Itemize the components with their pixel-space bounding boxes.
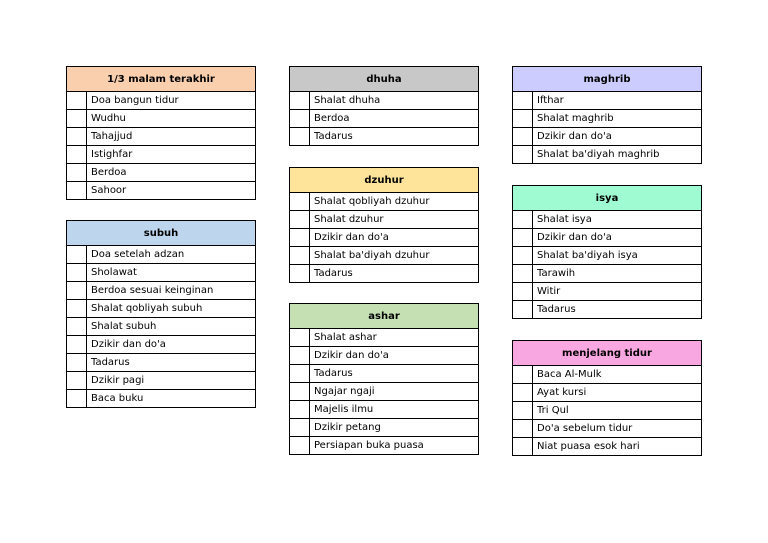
activity-label: Dzikir dan do'a — [537, 131, 612, 142]
checkbox-cell[interactable] — [513, 384, 533, 401]
activity-label: Tadarus — [537, 304, 576, 315]
activity-label: Ifthar — [537, 95, 564, 106]
checklist-row — [289, 419, 479, 437]
checklist-row — [289, 265, 479, 283]
checklist-row — [289, 92, 479, 110]
checklist-row — [289, 193, 479, 211]
checkbox-cell[interactable] — [290, 229, 310, 246]
checklist-block — [289, 303, 479, 455]
checkbox-cell[interactable] — [513, 146, 533, 163]
checkbox-cell[interactable] — [290, 211, 310, 228]
activity-label: Shalat qobliyah dzuhur — [314, 196, 430, 207]
checklist-row — [289, 110, 479, 128]
checkbox-cell[interactable] — [67, 164, 87, 181]
checklist-row — [512, 283, 702, 301]
checkbox-cell[interactable] — [67, 146, 87, 163]
checkbox-cell[interactable] — [67, 390, 87, 407]
checklist-row — [66, 390, 256, 408]
activity-label: Witir — [537, 286, 561, 297]
checkbox-cell[interactable] — [513, 128, 533, 145]
activity-label: Doa setelah adzan — [91, 249, 185, 260]
checklist-row — [512, 384, 702, 402]
activity-label: Dzikir dan do'a — [537, 232, 612, 243]
checklist-block — [289, 66, 479, 146]
activity-label: Dzikir petang — [314, 422, 381, 433]
checkbox-cell[interactable] — [67, 318, 87, 335]
checklist-row — [66, 92, 256, 110]
activity-label: Shalat maghrib — [537, 113, 614, 124]
activity-label: Dzikir pagi — [91, 375, 145, 386]
checklist-row — [512, 438, 702, 456]
activity-label: Shalat qobliyah subuh — [91, 303, 203, 314]
checkbox-cell[interactable] — [67, 246, 87, 263]
checkbox-cell[interactable] — [290, 401, 310, 418]
activity-label: Baca buku — [91, 393, 144, 404]
block-title: subuh — [66, 220, 256, 246]
checkbox-cell[interactable] — [290, 193, 310, 210]
checkbox-cell[interactable] — [67, 354, 87, 371]
activity-label: Tarawih — [537, 268, 576, 279]
checklist-row — [512, 247, 702, 265]
block-title: dzuhur — [289, 167, 479, 193]
checklist-row — [289, 329, 479, 347]
checkbox-cell[interactable] — [513, 438, 533, 455]
checklist-row — [512, 366, 702, 384]
block-title: ashar — [289, 303, 479, 329]
activity-label: Wudhu — [91, 113, 126, 124]
checkbox-cell[interactable] — [290, 437, 310, 454]
checkbox-cell[interactable] — [513, 420, 533, 437]
checkbox-cell[interactable] — [67, 282, 87, 299]
activity-label: Dzikir dan do'a — [91, 339, 166, 350]
checklist-row — [66, 372, 256, 390]
checklist-row — [512, 229, 702, 247]
activity-label: Do'a sebelum tidur — [537, 423, 633, 434]
activity-label: Shalat isya — [537, 214, 592, 225]
activity-label: Tri Qul — [537, 405, 569, 416]
checklist-row — [66, 336, 256, 354]
checkbox-cell[interactable] — [67, 92, 87, 109]
checkbox-cell[interactable] — [67, 110, 87, 127]
checkbox-cell[interactable] — [290, 347, 310, 364]
checklist-row — [512, 301, 702, 319]
checklist-row — [66, 164, 256, 182]
checkbox-cell[interactable] — [513, 301, 533, 318]
checklist-row — [512, 128, 702, 146]
block-title: maghrib — [512, 66, 702, 92]
activity-label: Istighfar — [91, 149, 133, 160]
activity-label: Dzikir dan do'a — [314, 350, 389, 361]
activity-label: Shalat dhuha — [314, 95, 381, 106]
activity-label: Shalat dzuhur — [314, 214, 384, 225]
checkbox-cell[interactable] — [67, 372, 87, 389]
activity-label: Tadarus — [314, 368, 353, 379]
checklist-row — [66, 300, 256, 318]
checkbox-cell[interactable] — [290, 110, 310, 127]
block-title: 1/3 malam terakhir — [66, 66, 256, 92]
checkbox-cell[interactable] — [290, 383, 310, 400]
checkbox-cell[interactable] — [290, 265, 310, 282]
activity-label: Sahoor — [91, 185, 127, 196]
checklist-row — [289, 247, 479, 265]
activity-label: Niat puasa esok hari — [537, 441, 640, 452]
checkbox-cell[interactable] — [513, 211, 533, 228]
activity-label: Tadarus — [91, 357, 130, 368]
checklist-row — [289, 365, 479, 383]
block-title: isya — [512, 185, 702, 211]
checklist-row — [289, 128, 479, 146]
checkbox-cell[interactable] — [67, 182, 87, 199]
activity-label: Persiapan buka puasa — [314, 440, 424, 451]
activity-label: Baca Al-Mulk — [537, 369, 602, 380]
checklist-row — [66, 146, 256, 164]
checklist-row — [66, 182, 256, 200]
checklist-row — [512, 265, 702, 283]
checklist-block — [66, 220, 256, 408]
checklist-row — [66, 128, 256, 146]
checkbox-cell[interactable] — [290, 128, 310, 145]
activity-label: Sholawat — [91, 267, 137, 278]
block-title: menjelang tidur — [512, 340, 702, 366]
checklist-row — [512, 402, 702, 420]
checkbox-cell[interactable] — [290, 247, 310, 264]
checkbox-cell[interactable] — [67, 336, 87, 353]
activity-label: Berdoa sesuai keinginan — [91, 285, 214, 296]
checkbox-cell[interactable] — [290, 329, 310, 346]
activity-label: Shalat ashar — [314, 332, 377, 343]
activity-label: Tahajjud — [91, 131, 133, 142]
checkbox-cell[interactable] — [67, 128, 87, 145]
activity-label: Shalat ba'diyah dzuhur — [314, 250, 430, 261]
activity-label: Majelis ilmu — [314, 404, 374, 415]
activity-label: Berdoa — [91, 167, 127, 178]
activity-label: Shalat subuh — [91, 321, 157, 332]
activity-label: Ayat kursi — [537, 387, 587, 398]
checklist-row — [66, 264, 256, 282]
checklist-row — [66, 354, 256, 372]
checklist-row — [512, 110, 702, 128]
checklist-block — [512, 185, 702, 319]
checklist-block — [289, 167, 479, 283]
activity-label: Shalat ba'diyah isya — [537, 250, 638, 261]
checkbox-cell[interactable] — [513, 283, 533, 300]
checkbox-cell[interactable] — [513, 366, 533, 383]
checkbox-cell[interactable] — [67, 264, 87, 281]
activity-label: Doa bangun tidur — [91, 95, 179, 106]
checklist-row — [512, 420, 702, 438]
checkbox-cell[interactable] — [513, 402, 533, 419]
checkbox-cell[interactable] — [290, 419, 310, 436]
activity-label: Tadarus — [314, 131, 353, 142]
checklist-row — [66, 246, 256, 264]
checklist-row — [66, 282, 256, 300]
checklist-block — [66, 66, 256, 200]
checklist-row — [66, 318, 256, 336]
activity-label: Berdoa — [314, 113, 350, 124]
checklist-row — [289, 211, 479, 229]
checklist-row — [289, 383, 479, 401]
checkbox-cell[interactable] — [290, 92, 310, 109]
activity-label: Ngajar ngaji — [314, 386, 375, 397]
checklist-row — [512, 92, 702, 110]
checkbox-cell[interactable] — [513, 265, 533, 282]
checkbox-cell[interactable] — [513, 229, 533, 246]
checklist-row — [512, 146, 702, 164]
checkbox-cell[interactable] — [513, 247, 533, 264]
checklist-row — [289, 347, 479, 365]
checklist-block — [512, 340, 702, 456]
activity-label: Dzikir dan do'a — [314, 232, 389, 243]
block-title: dhuha — [289, 66, 479, 92]
checklist-row — [512, 211, 702, 229]
checklist-row — [289, 401, 479, 419]
checkbox-cell[interactable] — [513, 92, 533, 109]
checklist-block — [512, 66, 702, 164]
checkbox-cell[interactable] — [290, 365, 310, 382]
checklist-row — [289, 229, 479, 247]
checklist-row — [289, 437, 479, 455]
activity-label: Shalat ba'diyah maghrib — [537, 149, 660, 160]
checkbox-cell[interactable] — [513, 110, 533, 127]
checklist-row — [66, 110, 256, 128]
activity-label: Tadarus — [314, 268, 353, 279]
checkbox-cell[interactable] — [67, 300, 87, 317]
